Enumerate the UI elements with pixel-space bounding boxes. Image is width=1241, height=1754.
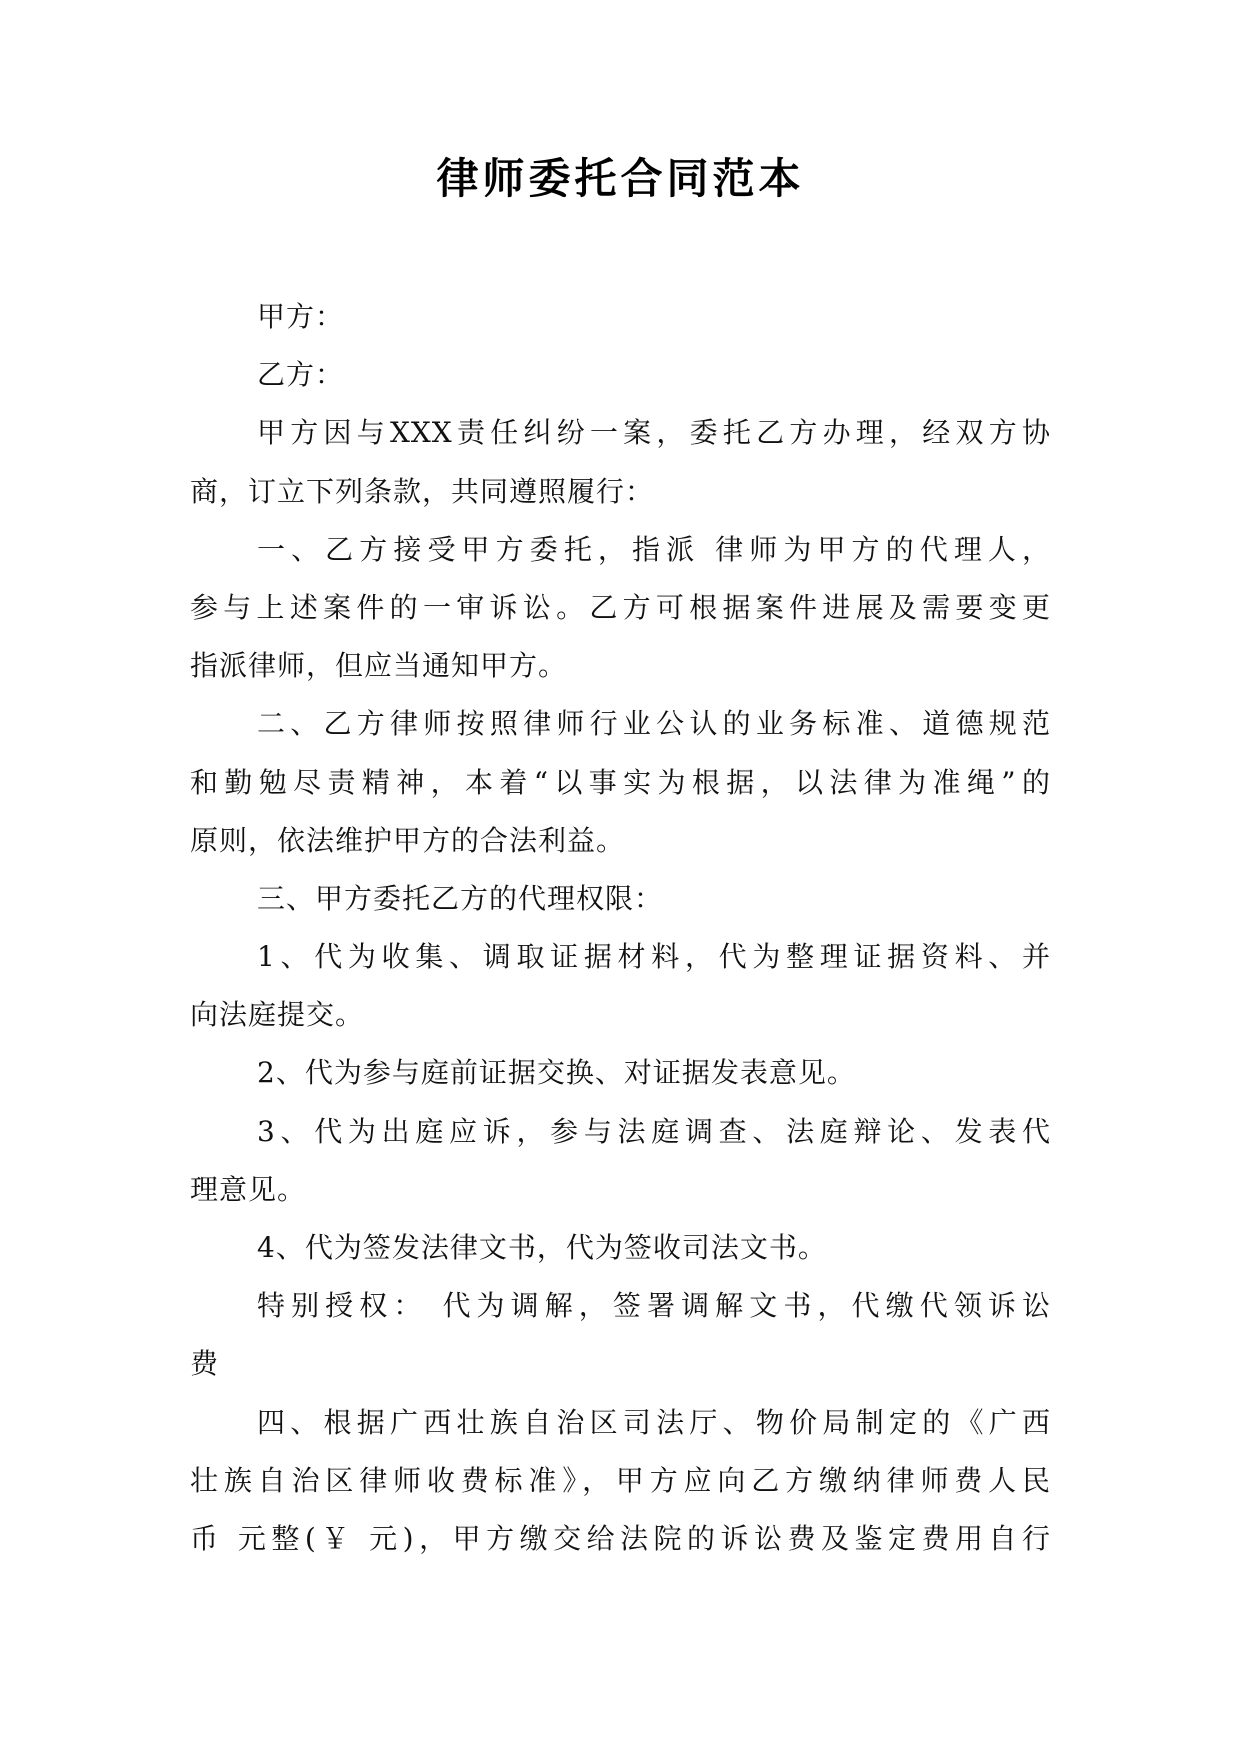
text-line: 乙方： xyxy=(257,358,345,392)
clause-4-paragraph xyxy=(190,1394,1051,1569)
authority-item-2 xyxy=(190,1044,1051,1102)
text-line: 币 元整(￥ 元)，甲方缴交给法院的诉讼费及鉴定费用自行 xyxy=(190,1521,1051,1555)
text-line: 二、乙方律师按照律师行业公认的业务标准、道德规范 xyxy=(257,707,1051,741)
text-line: 1、代为收集、调取证据材料，代为整理证据资料、并 xyxy=(257,940,1051,974)
clause-1-paragraph xyxy=(190,521,1051,696)
text-line: 理意见。 xyxy=(190,1172,307,1206)
text-line: 3、代为出庭应诉，参与法庭调查、法庭辩论、发表代 xyxy=(257,1114,1051,1148)
text-line: 参与上述案件的一审诉讼。乙方可根据案件进展及需要变更 xyxy=(190,590,1051,624)
document-body xyxy=(190,288,1051,1568)
text-line: 一、乙方接受甲方委托，指派 律师为甲方的代理人， xyxy=(257,532,1051,566)
authority-item-3 xyxy=(190,1103,1051,1219)
authority-item-4 xyxy=(190,1219,1051,1277)
text-line: 特别授权： 代为调解，签署调解文书，代缴代领诉讼 xyxy=(257,1289,1051,1323)
text-line: 2、代为参与庭前证据交换、对证据发表意见。 xyxy=(257,1056,856,1090)
text-line: 原则，依法维护甲方的合法利益。 xyxy=(190,823,626,857)
party-a-paragraph xyxy=(190,288,1051,346)
text-line: 费 xyxy=(190,1347,220,1381)
text-line: 四、根据广西壮族自治区司法厅、物价局制定的《广西 xyxy=(257,1405,1051,1439)
document-title: 律师委托合同范本 xyxy=(436,154,805,203)
party-b-paragraph xyxy=(190,346,1051,404)
special-authorization-paragraph xyxy=(190,1277,1051,1393)
text-line: 4、代为签发法律文书，代为签收司法文书。 xyxy=(257,1231,827,1264)
clause-2-paragraph xyxy=(190,695,1051,870)
text-line: 甲方： xyxy=(257,300,345,333)
text-line: 和勤勉尽责精神，本着“以事实为根据，以法律为准绳”的 xyxy=(190,765,1051,799)
text-line: 甲方因与XXX责任纠纷一案，委托乙方办理，经双方协 xyxy=(257,416,1051,450)
text-line: 指派律师，但应当通知甲方。 xyxy=(190,649,568,683)
text-line: 商，订立下列条款，共同遵照履行： xyxy=(190,474,655,508)
preamble-paragraph xyxy=(190,404,1051,520)
text-line: 向法庭提交。 xyxy=(190,998,365,1032)
text-line: 三、甲方委托乙方的代理权限： xyxy=(257,881,664,915)
text-line: 壮族自治区律师收费标准》，甲方应向乙方缴纳律师费人民 xyxy=(190,1463,1051,1497)
clause-3-heading xyxy=(190,870,1051,928)
authority-item-1 xyxy=(190,928,1051,1044)
